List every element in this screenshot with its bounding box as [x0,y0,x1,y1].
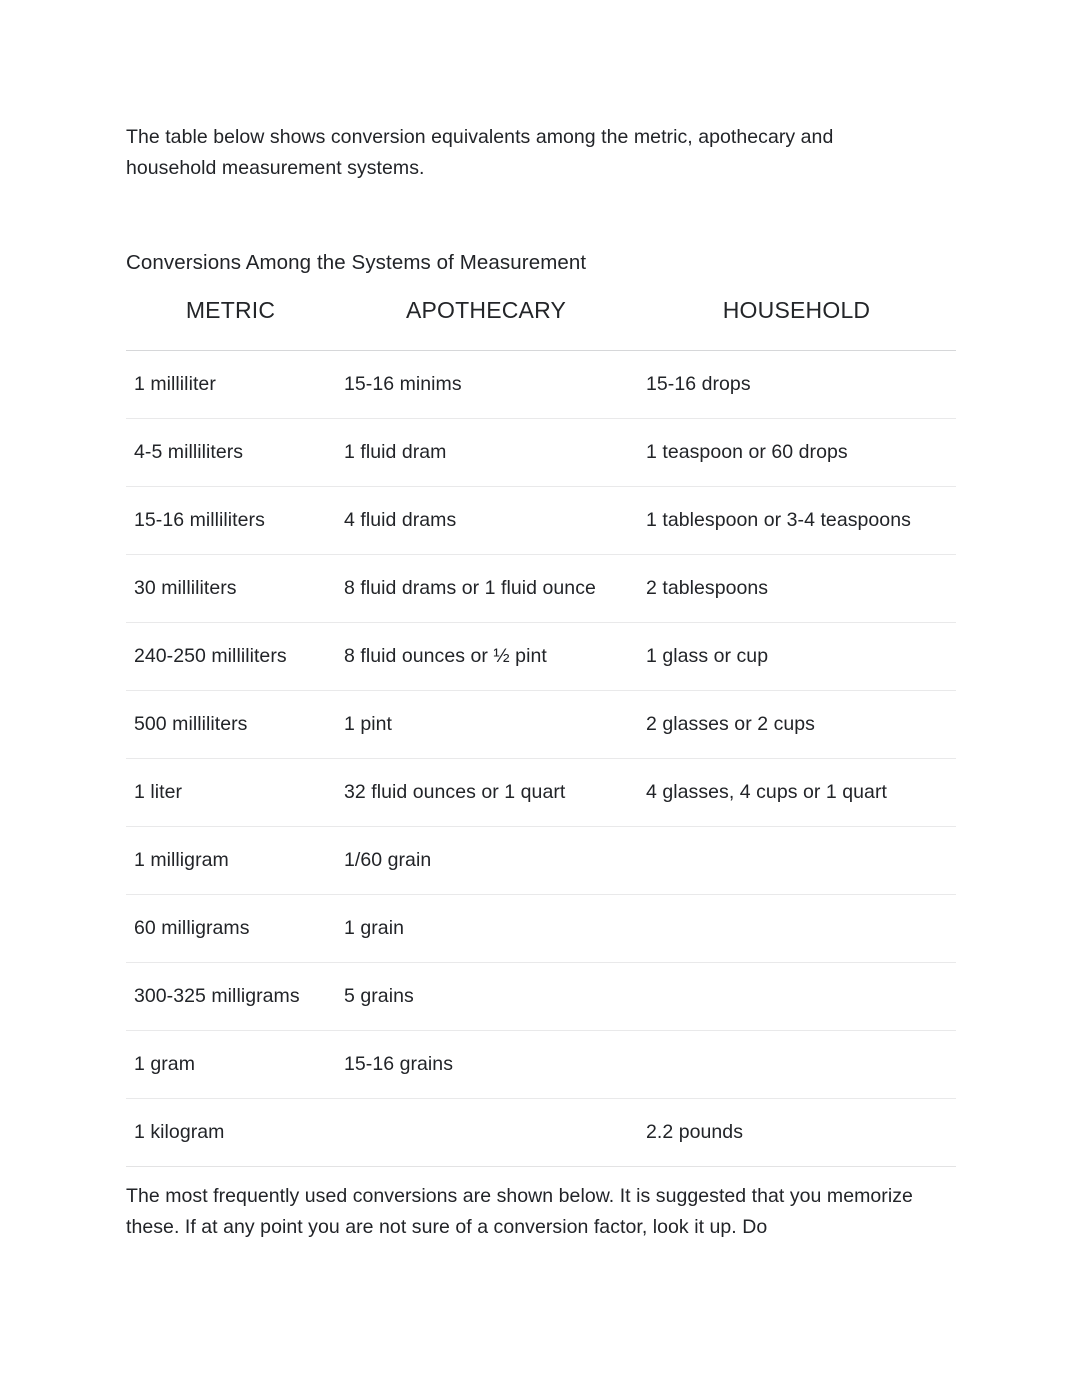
cell-metric: 30 milliliters [126,555,335,623]
cell-metric: 240-250 milliliters [126,623,335,691]
cell-apothecary: 15-16 grains [335,1031,637,1099]
table-row [126,351,956,419]
table-row [126,419,956,487]
cell-metric: 1 milliliter [126,351,335,419]
table-row [126,1031,956,1099]
cell-apothecary [335,1099,637,1167]
cell-household [637,827,956,895]
cell-metric: 1 liter [126,759,335,827]
table-caption: Conversions Among the Systems of Measurement [126,251,587,274]
document-content [126,122,956,1243]
table-body [126,351,956,1167]
cell-apothecary: 1 pint [335,691,637,759]
cell-apothecary: 8 fluid ounces or ½ pint [335,623,637,691]
cell-household: 2 glasses or 2 cups [637,691,956,759]
table-row [126,827,956,895]
table-row [126,623,956,691]
cell-household: 2 tablespoons [637,555,956,623]
cell-apothecary: 15-16 minims [335,351,637,419]
conversion-table [126,296,956,1167]
cell-metric: 1 gram [126,1031,335,1099]
table-row [126,963,956,1031]
cell-metric: 4-5 milliliters [126,419,335,487]
cell-apothecary: 1 fluid dram [335,419,637,487]
cell-apothecary: 4 fluid drams [335,487,637,555]
cell-apothecary: 1/60 grain [335,827,637,895]
cell-apothecary: 1 grain [335,895,637,963]
column-header-metric: METRIC [185,297,276,323]
closing-paragraph: The most frequently used conversions are shown below. It is suggested that you memorize these. If at any point you are not sure of a conversion factor, look it up. Do [126,1185,913,1238]
table-row [126,759,956,827]
cell-apothecary: 5 grains [335,963,637,1031]
table-row [126,487,956,555]
cell-household [637,895,956,963]
table-header-row [126,296,956,351]
table-row [126,1099,956,1167]
cell-household: 1 glass or cup [637,623,956,691]
cell-household [637,963,956,1031]
intro-paragraph: The table below shows conversion equivalents among the metric, apothecary and household measurement systems. [126,126,834,179]
cell-household: 1 teaspoon or 60 drops [637,419,956,487]
column-header-apothecary: APOTHECARY [405,297,567,323]
cell-metric: 60 milligrams [126,895,335,963]
cell-metric: 300-325 milligrams [126,963,335,1031]
cell-apothecary: 32 fluid ounces or 1 quart [335,759,637,827]
table-row [126,555,956,623]
table-header [126,296,956,351]
cell-household: 2.2 pounds [637,1099,956,1167]
table-row [126,691,956,759]
table-row [126,895,956,963]
cell-metric: 15-16 milliliters [126,487,335,555]
cell-metric: 500 milliliters [126,691,335,759]
cell-metric: 1 kilogram [126,1099,335,1167]
column-header-household: HOUSEHOLD [722,297,871,323]
cell-household: 1 tablespoon or 3-4 teaspoons [637,487,956,555]
cell-household [637,1031,956,1099]
cell-household: 4 glasses, 4 cups or 1 quart [637,759,956,827]
cell-apothecary: 8 fluid drams or 1 fluid ounce [335,555,637,623]
cell-metric: 1 milligram [126,827,335,895]
cell-household: 15-16 drops [637,351,956,419]
